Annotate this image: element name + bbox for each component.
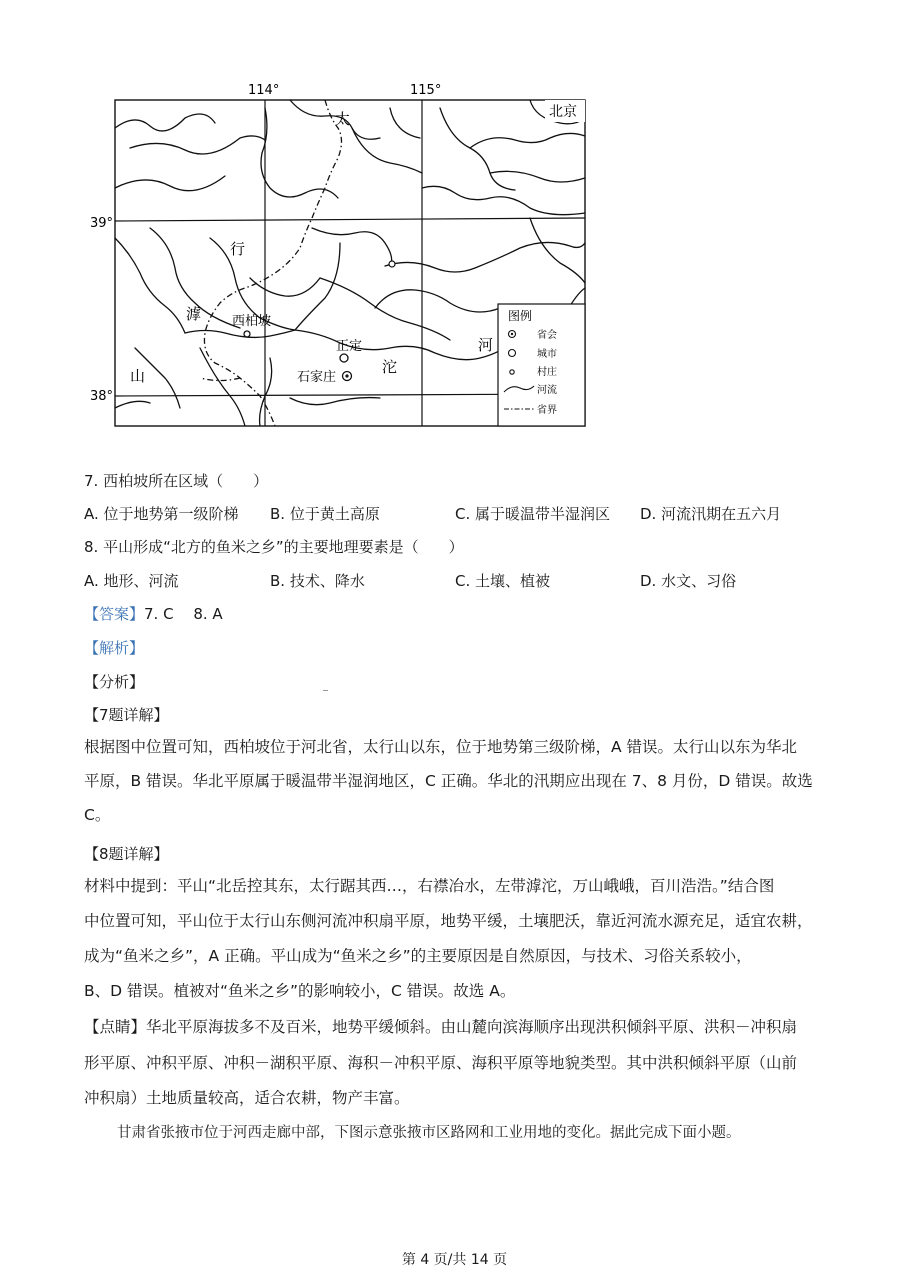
lon-label-114: 114°: [248, 83, 280, 98]
zhengding-city-marker: [340, 354, 348, 362]
answer-label: 【答案】: [84, 605, 145, 623]
shijiazhuang-capital-dot: [345, 374, 348, 377]
answer-line: [84, 603, 223, 624]
detail-8-line-2: 中位置可知，平山位于太行山东侧河流冲积扇平原，地势平缓，土壤肥沃，靠近河流水源充足，适宜农耕，: [84, 912, 813, 930]
detail-8-line-3: 成为“鱼米之乡”，A 正确。平山成为“鱼米之乡”的主要原因是自然原因，与技术、习俗关系较小，: [84, 947, 752, 965]
next-section-intro: 甘肃省张掖市位于河西走廊中部，下图示意张掖市区路网和工业用地的变化。据此完成下面小题。: [117, 1125, 741, 1141]
q7-option-d: D. 河流汛期在五六月: [640, 505, 782, 523]
question-8-stem: 8. 平山形成“北方的鱼米之乡”的主要地理要素是（ ）: [84, 538, 464, 556]
legend-city-symbol: [509, 350, 516, 357]
label-hu: 滹: [186, 305, 202, 323]
detail-8-line-4: B、D 错误。植被对“鱼米之乡”的影响较小，C 错误。故选 A。: [84, 982, 516, 1000]
label-tuo: 沱: [382, 358, 398, 376]
label-he: 河: [478, 336, 494, 354]
dianjing-line-2: 形平原、冲积平原、冲积－湖积平原、海积－冲积平原、海积平原等地貌类型。其中洪积倾斜平原（山前: [84, 1054, 798, 1072]
xibaipo-village-marker: [244, 331, 250, 337]
detail-7-line-3: C。: [84, 806, 111, 824]
legend-river-label: 河流: [537, 385, 557, 396]
q7-option-b: B. 位于黄土高原: [270, 505, 380, 523]
analysis-label: 【解析】: [84, 639, 145, 657]
legend-city-label: 城市: [537, 349, 557, 360]
gridline-39: [115, 218, 585, 221]
answer-text: 7. C 8. A: [144, 605, 223, 623]
question-7-stem: 7. 西柏坡所在区域（ ）: [84, 472, 269, 490]
dianjing-line-3: 冲积扇）土地质量较高，适合农耕，物产丰富。: [84, 1089, 410, 1107]
dianjing-label: 【点睛】: [84, 1018, 147, 1036]
fenxi-label: 【分析】: [84, 673, 145, 691]
q8-option-c: C. 土壤、植被: [455, 572, 551, 590]
label-hang: 行: [230, 240, 246, 258]
dianjing-text-1: 华北平原海拔多不及百米，地势平缓倾斜。由山麓向滨海顺序出现洪积倾斜平原、洪积－冲积扇: [146, 1018, 798, 1036]
lat-label-38: 38°: [90, 389, 114, 404]
map-legend: [498, 304, 585, 426]
detail-7-label: 【7题详解】: [84, 706, 169, 724]
label-zhengding: 正定: [336, 339, 363, 354]
legend-border-label: 省界: [537, 405, 557, 416]
page-footer: 第 4 页/共 14 页: [401, 1252, 508, 1268]
detail-7-line-1: 根据图中位置可知，西柏坡位于河北省，太行山以东，位于地势第三级阶梯，A 错误。太行山以东为华北: [84, 738, 798, 756]
detail-7-line-2: 平原，B 错误。华北平原属于暖温带半湿润地区，C 正确。华北的汛期应出现在 7、8 月份，D 错误。故选: [84, 772, 813, 790]
dianjing-line-1: [84, 1010, 797, 1044]
label-tai: 太: [335, 110, 351, 128]
q7-option-c: C. 属于暖温带半湿润区: [455, 505, 611, 523]
q8-option-d: D. 水文、习俗: [640, 572, 737, 590]
detail-8-label: 【8题详解】: [84, 845, 169, 863]
label-shan: 山: [130, 367, 146, 385]
label-beijing: 北京: [549, 104, 577, 120]
q8-option-b: B. 技术、降水: [270, 572, 365, 590]
junction-marker: [389, 261, 395, 267]
small-mark: [323, 690, 328, 691]
legend-capital-label: 省会: [537, 330, 557, 341]
q8-option-a: A. 地形、河流: [84, 572, 179, 590]
legend-title: 图例: [508, 309, 533, 323]
legend-village-label: 村庄: [537, 367, 557, 378]
lat-label-39: 39°: [90, 216, 114, 231]
legend-capital-dot: [511, 333, 513, 335]
label-xibaipo: 西柏坡: [232, 314, 272, 329]
q7-option-a: A. 位于地势第一级阶梯: [84, 505, 239, 523]
detail-8-line-1: 材料中提到：平山“北岳控其东，太行踞其西…，右襟冶水，左带滹沱，万山峨峨，百川浩浩。”结合图: [84, 877, 775, 895]
legend-village-symbol: [510, 370, 514, 374]
map-figure: [90, 78, 600, 433]
label-shijiazhuang: 石家庄: [297, 370, 337, 385]
lon-label-115: 115°: [410, 83, 442, 98]
